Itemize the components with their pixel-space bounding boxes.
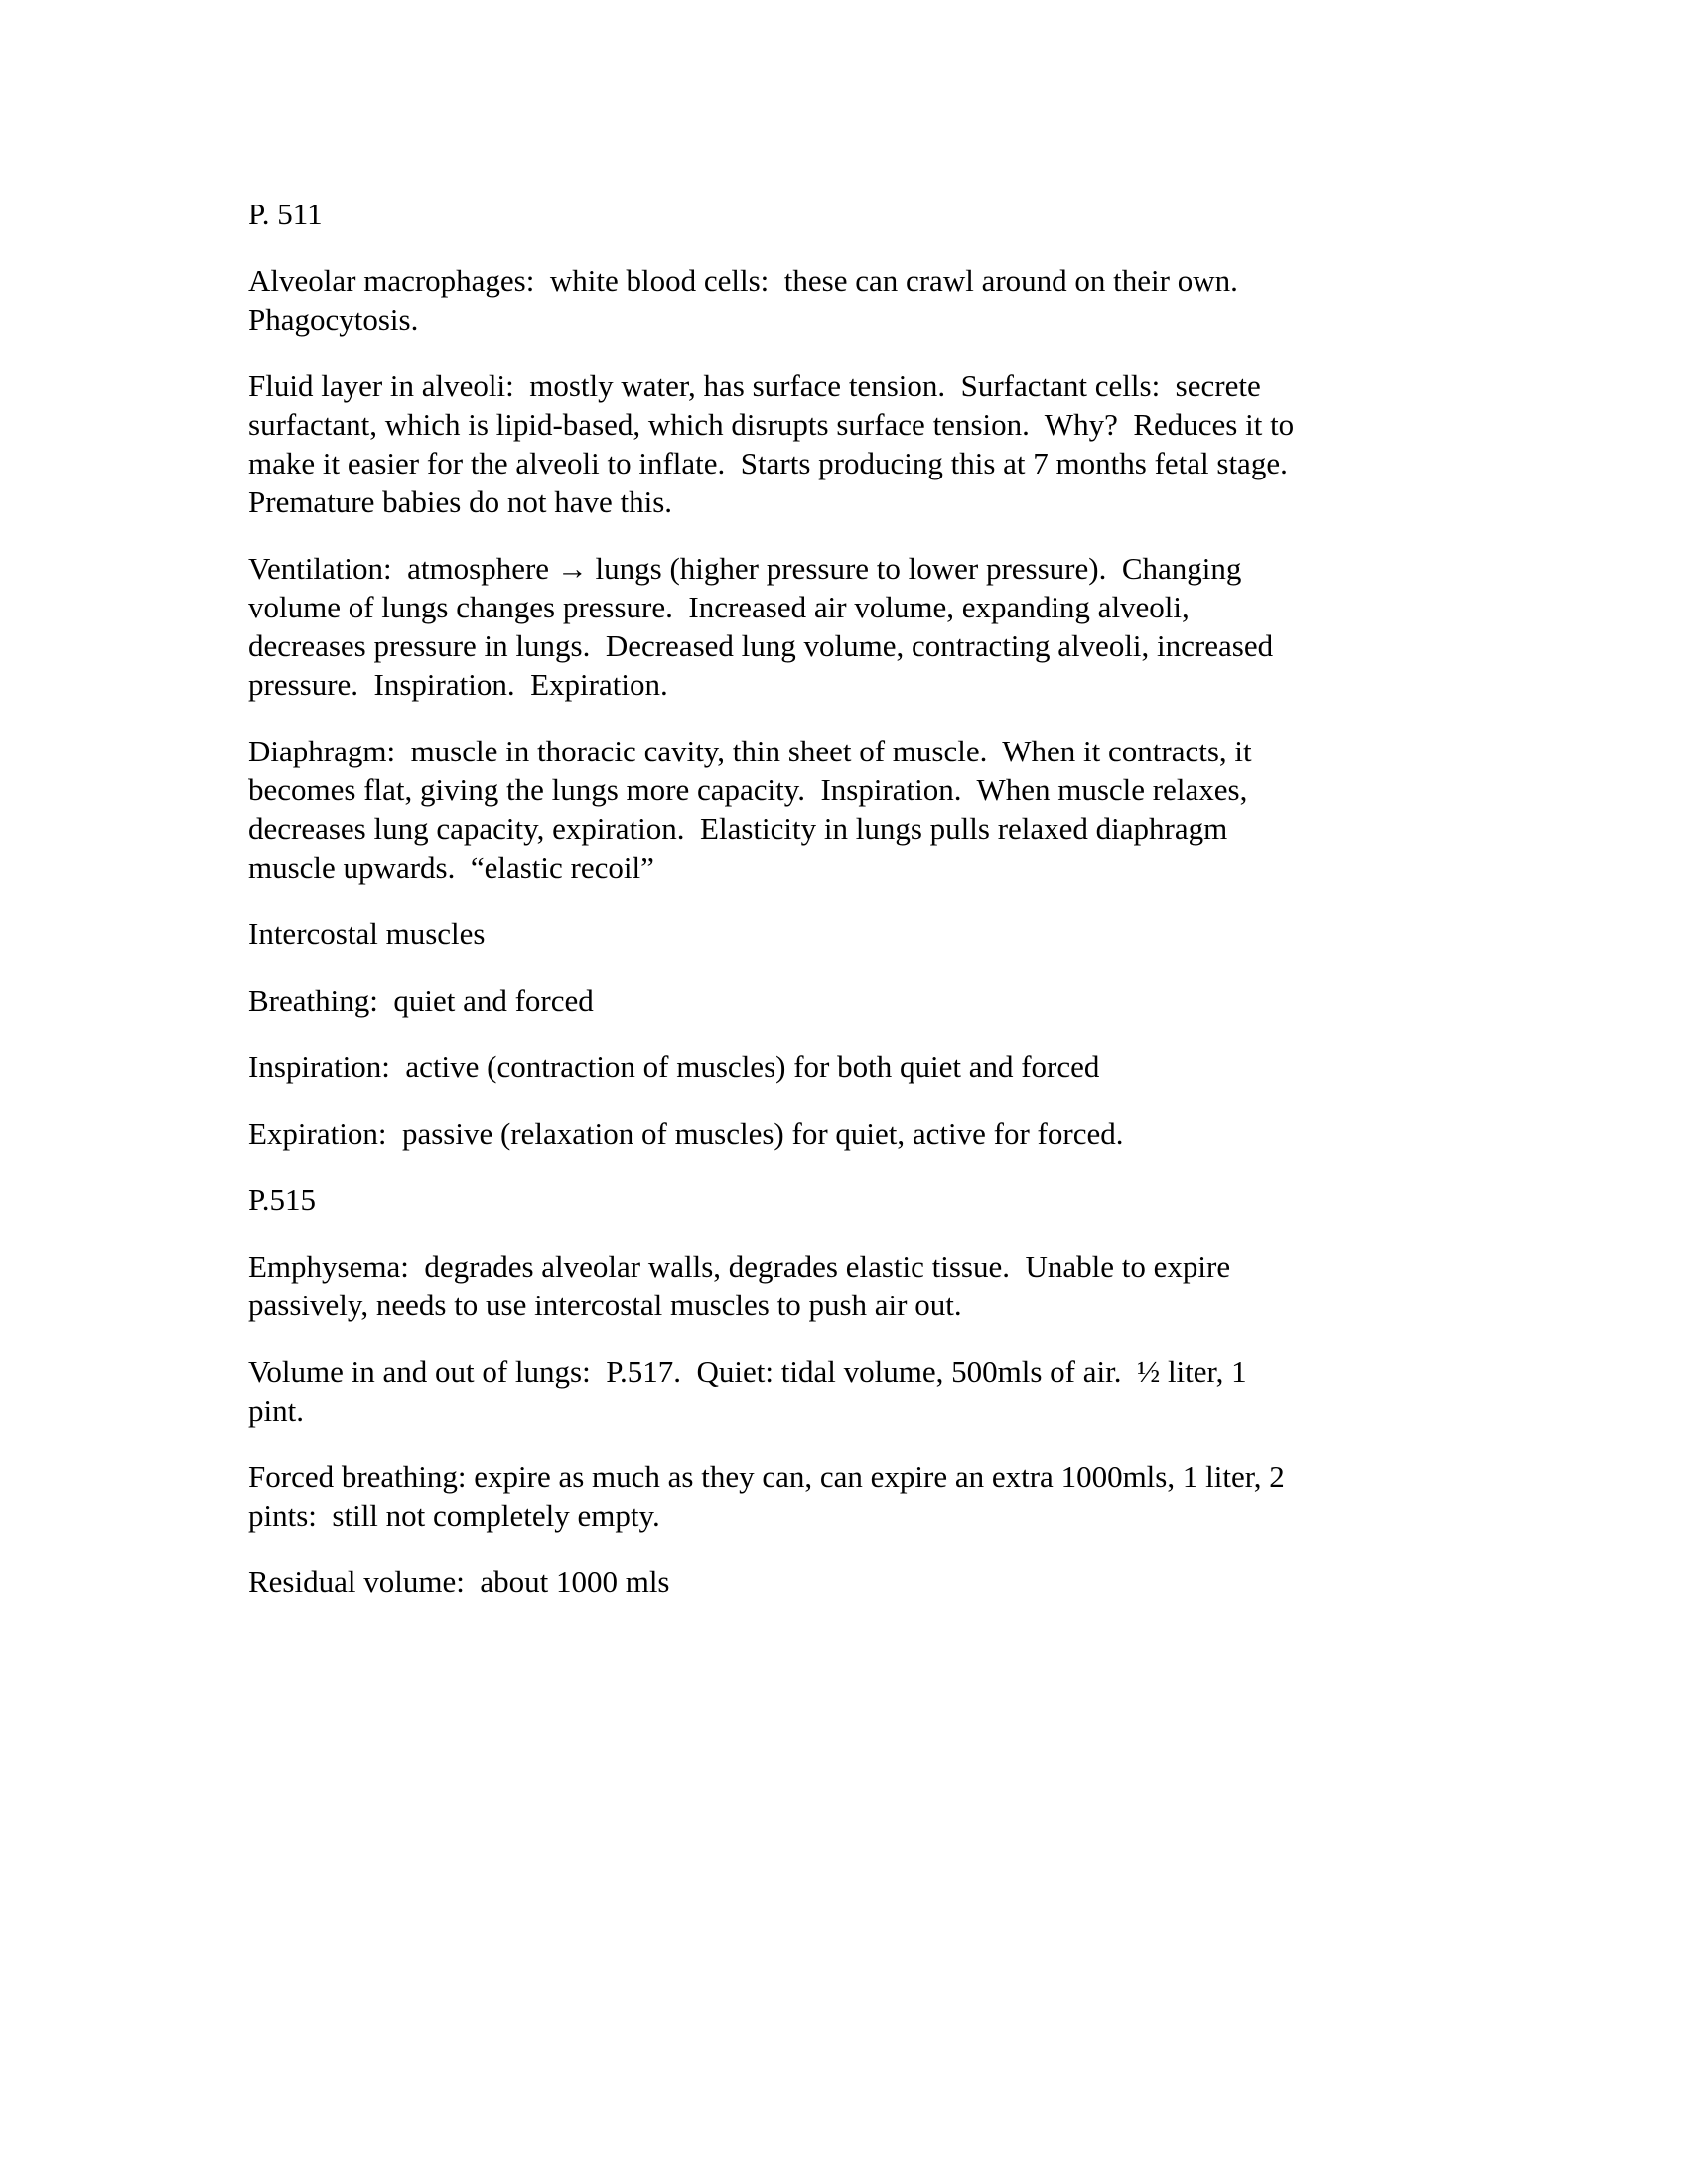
document-page bbox=[248, 195, 1450, 1629]
page-ref-515: P.515 bbox=[248, 1182, 317, 1217]
fluid-layer-paragraph: Fluid layer in alveoli: mostly water, has surface tension. Surfactant cells: secrete surfactant, which is lipid-based, which disrupts surface tension. Why? Reduces it to make it easier for the alveoli to inflate. Starts producing this at 7 months fetal stage. Premature babies do not have this. bbox=[248, 368, 1295, 519]
lung-volume-paragraph: Volume in and out of lungs: P.517. Quiet: tidal volume, 500mls of air. ½ liter, 1 pint. bbox=[248, 1354, 1247, 1428]
ventilation-paragraph: Ventilation: atmosphere → lungs (higher pressure to lower pressure). Changing volume of lungs changes pressure. Increased air volume, expanding alveoli, decreases pressure in lungs. Decreased lung volume, contracting alveoli, increased pressure. Inspiration. Expiration. bbox=[248, 551, 1274, 702]
emphysema-paragraph: Emphysema: degrades alveolar walls, degrades elastic tissue. Unable to expire passively, needs to use intercostal muscles to push air out. bbox=[248, 1249, 1231, 1322]
diaphragm-paragraph: Diaphragm: muscle in thoracic cavity, thin sheet of muscle. When it contracts, it becomes flat, giving the lungs more capacity. Inspiration. When muscle relaxes, decreases lung capacity, expiration. Elasticity in lungs pulls relaxed diaphragm muscle upwards. “elastic recoil” bbox=[248, 734, 1252, 885]
inspiration-paragraph: Inspiration: active (contraction of muscles) for both quiet and forced bbox=[248, 1049, 1100, 1084]
page-ref-511: P. 511 bbox=[248, 197, 323, 231]
alveolar-macrophages-paragraph: Alveolar macrophages: white blood cells: these can crawl around on their own. Phagocytosis. bbox=[248, 263, 1238, 337]
residual-volume-paragraph: Residual volume: about 1000 mls bbox=[248, 1565, 670, 1599]
intercostal-muscles-paragraph: Intercostal muscles bbox=[248, 916, 486, 951]
forced-breathing-paragraph: Forced breathing: expire as much as they can, can expire an extra 1000mls, 1 liter, 2 pints: still not completely empty. bbox=[248, 1459, 1285, 1533]
breathing-paragraph: Breathing: quiet and forced bbox=[248, 983, 594, 1018]
expiration-paragraph: Expiration: passive (relaxation of muscles) for quiet, active for forced. bbox=[248, 1116, 1124, 1151]
